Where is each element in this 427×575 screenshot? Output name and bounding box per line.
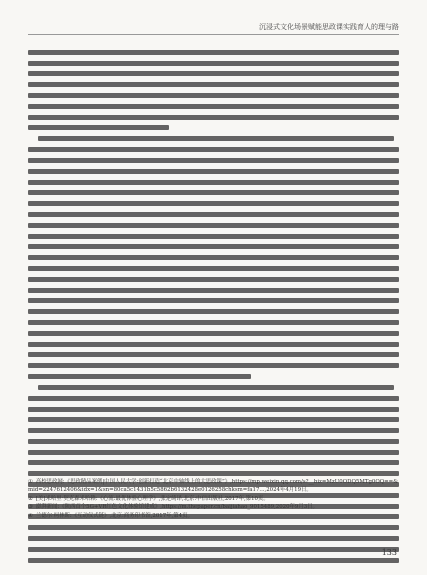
- body-paragraph: [28, 385, 399, 563]
- footnote: [28, 512, 399, 520]
- footnote-text: [美]米哈里·契克森米哈赖:《心流:最优体验心理学》,张定绮译,北京:中信出版社,2017年,第10页。: [35, 495, 269, 502]
- footnote: [28, 495, 399, 503]
- running-header: [28, 22, 399, 35]
- footnote-number: ①: [28, 479, 33, 485]
- footnote-number: ③: [28, 504, 33, 511]
- body-paragraph: [28, 136, 399, 379]
- footnote-number: ④: [28, 512, 33, 519]
- footnote-text: 澎湃新闻:《陕西首个5G+VR红色文化体验馆建成》,https://m.thepaper.cn/baijiahao_9015489,2020年9月3日。: [35, 504, 318, 511]
- running-title: 沉浸式文化场景赋能思政课实践育人的理与路: [259, 23, 399, 31]
- footnote-text: 高校思政网:《思政精品案例|中国人民大学:创新打造“北京中轴线上的大思政课”》,https://mp.weixin.qq.com/s?__biz=MzU0ODQ5MTg0OQ==&mid=2247612406&idx=1&sn=80ca5c1431b5c5862b6132428e0126258chksm=fa17...,2024年4月19日。: [28, 479, 398, 494]
- footnote-text: 兰德尔·柯林斯:《互动仪式链》,北京:商务印书馆,2017年,第4页。: [35, 512, 193, 519]
- footnote: [28, 503, 399, 511]
- footnotes: [28, 478, 399, 520]
- page-number: 133: [381, 548, 397, 557]
- footnote-divider: [28, 472, 148, 473]
- footnote: [28, 478, 399, 495]
- footnote-number: ②: [28, 495, 33, 502]
- body-paragraph: [28, 50, 399, 131]
